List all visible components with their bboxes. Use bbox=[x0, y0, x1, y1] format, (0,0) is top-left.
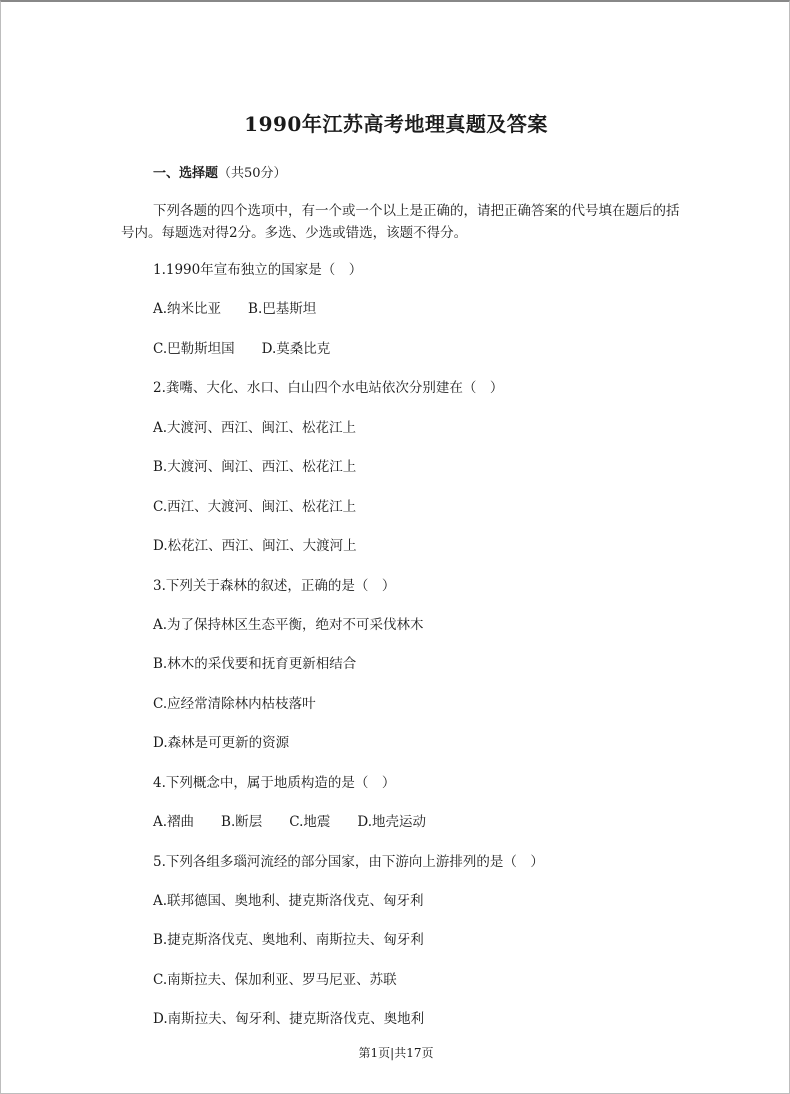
option-line: D.森林是可更新的资源 bbox=[153, 735, 290, 752]
instructions-paragraph: 下列各题的四个选项中，有一个或一个以上是正确的，请把正确答案的代号填在题后的括号内。每题选对得2分。多选、少选或错选，该题不得分。 bbox=[121, 203, 680, 241]
page-footer: 第1页|共17页 bbox=[358, 1046, 434, 1060]
option-line: D.南斯拉夫、匈牙利、捷克斯洛伐克、奥地利 bbox=[153, 1011, 425, 1028]
question-line: 5.下列各组多瑙河流经的部分国家，由下游向上游排列的是（ ） bbox=[153, 853, 544, 870]
option-line: D.松花江、西江、闽江、大渡河上 bbox=[153, 538, 357, 555]
section-heading-points: （共50分） bbox=[218, 166, 287, 181]
option-line: B.大渡河、闽江、西江、松花江上 bbox=[153, 459, 357, 476]
option-line: A.联邦德国、奥地利、捷克斯洛伐克、匈牙利 bbox=[153, 893, 424, 909]
document-title: 1990年江苏高考地理真题及答案 bbox=[244, 112, 548, 136]
option-line: A.纳米比亚 B.巴基斯坦 bbox=[153, 301, 317, 318]
section-heading bbox=[153, 162, 287, 181]
option-line: A.褶曲 B.断层 C.地震 D.地壳运动 bbox=[153, 814, 427, 831]
option-line: A.为了保持林区生态平衡，绝对不可采伐林木 bbox=[153, 616, 424, 633]
question-line: 1.1990年宣布独立的国家是（ ） bbox=[153, 262, 363, 278]
question-line: 2.龚嘴、大化、水口、白山四个水电站依次分别建在（ ） bbox=[153, 380, 504, 397]
section-heading-label: 一、选择题 bbox=[153, 166, 219, 181]
question-line: 4.下列概念中，属于地质构造的是（ ） bbox=[153, 774, 396, 791]
option-line: C.巴勒斯坦国 D.莫桑比克 bbox=[153, 340, 331, 357]
option-line: A.大渡河、西江、闽江、松花江上 bbox=[153, 419, 357, 436]
question-line: 3.下列关于森林的叙述，正确的是（ ） bbox=[153, 577, 396, 594]
option-line: B.捷克斯洛伐克、奥地利、南斯拉夫、匈牙利 bbox=[153, 932, 424, 949]
option-line: C.应经常清除林内枯枝落叶 bbox=[153, 695, 316, 712]
question-list bbox=[153, 260, 713, 1049]
option-line: B.林木的采伐要和抚育更新相结合 bbox=[153, 656, 357, 673]
option-line: C.西江、大渡河、闽江、松花江上 bbox=[153, 498, 357, 515]
option-line: C.南斯拉夫、保加利亚、罗马尼亚、苏联 bbox=[153, 971, 397, 988]
